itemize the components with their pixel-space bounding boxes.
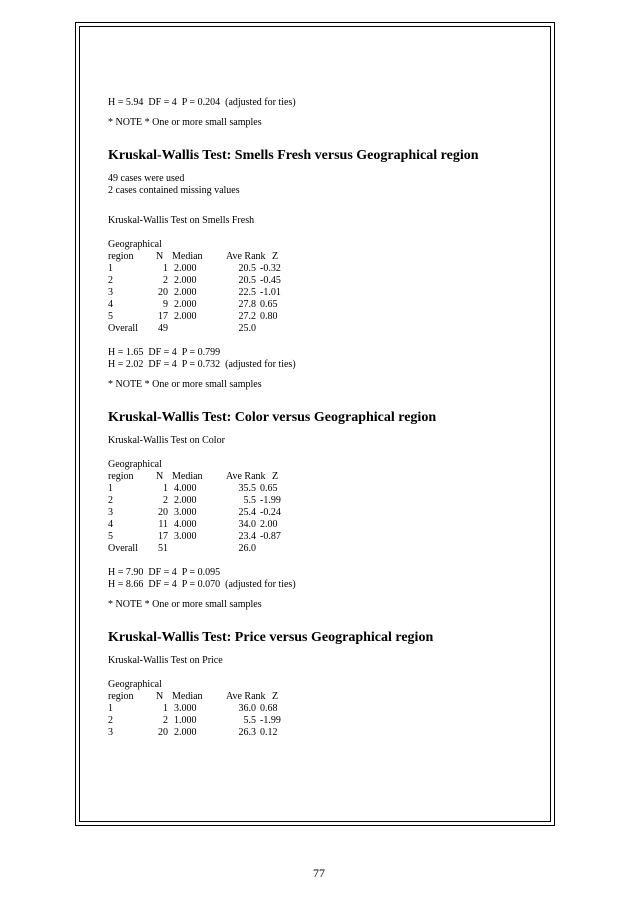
table-label: Geographical <box>108 679 162 690</box>
col-z: Z <box>272 251 279 262</box>
table-row-overall: Overall 51 26.0 <box>108 543 256 554</box>
test-subtitle: Kruskal-Wallis Test on Color <box>108 435 225 446</box>
col-n: N <box>156 691 164 702</box>
table-row: 3 20 2.000 22.5 -1.01 <box>108 287 281 298</box>
small-samples-note: * NOTE * One or more small samples <box>108 117 262 128</box>
table-row: 3 20 3.000 25.4 -0.24 <box>108 507 281 518</box>
table-row: 5 17 2.000 27.2 0.80 <box>108 311 278 322</box>
section-heading-price: Kruskal-Wallis Test: Price versus Geographical region <box>108 630 434 645</box>
col-n: N <box>156 471 164 482</box>
table-row: 3 20 2.000 26.3 0.12 <box>108 727 278 738</box>
col-region: region <box>108 691 134 702</box>
h-statistic-adjusted-line: H = 8.66 DF = 4 P = 0.070 (adjusted for ties) <box>108 579 296 590</box>
table-row: 4 11 4.000 34.0 2.00 <box>108 519 278 530</box>
col-median: Median <box>172 251 203 262</box>
h-statistic-line: H = 5.94 DF = 4 P = 0.204 (adjusted for ties) <box>108 97 296 108</box>
col-median: Median <box>172 691 203 702</box>
results-table-price <box>108 679 548 739</box>
table-header <box>108 251 548 263</box>
col-ave-rank: Ave Rank <box>226 691 266 702</box>
table-row: 1 1 4.000 35.5 0.65 <box>108 483 278 494</box>
col-ave-rank: Ave Rank <box>226 251 266 262</box>
table-label: Geographical <box>108 459 162 470</box>
table-label: Geographical <box>108 239 162 250</box>
test-subtitle: Kruskal-Wallis Test on Smells Fresh <box>108 215 255 226</box>
col-z: Z <box>272 471 279 482</box>
h-statistic-line: H = 7.90 DF = 4 P = 0.095 <box>108 567 221 578</box>
table-row: 2 2 1.000 5.5 -1.99 <box>108 715 281 726</box>
col-ave-rank: Ave Rank <box>226 471 266 482</box>
col-z: Z <box>272 691 279 702</box>
h-statistic-line: H = 1.65 DF = 4 P = 0.799 <box>108 347 221 358</box>
small-samples-note: * NOTE * One or more small samples <box>108 379 262 390</box>
section-heading-smells-fresh: Kruskal-Wallis Test: Smells Fresh versus Geographical region <box>108 148 479 163</box>
table-row-overall: Overall 49 25.0 <box>108 323 256 334</box>
document-content <box>108 97 548 739</box>
table-header <box>108 471 548 483</box>
test-subtitle: Kruskal-Wallis Test on Price <box>108 655 223 666</box>
table-row: 2 2 2.000 5.5 -1.99 <box>108 495 281 506</box>
results-table-smells-fresh <box>108 239 548 335</box>
table-row: 1 1 3.000 36.0 0.68 <box>108 703 278 714</box>
cases-missing-text: 2 cases contained missing values <box>108 185 240 196</box>
col-region: region <box>108 251 134 262</box>
col-median: Median <box>172 471 203 482</box>
col-n: N <box>156 251 164 262</box>
h-statistic-adjusted-line: H = 2.02 DF = 4 P = 0.732 (adjusted for ties) <box>108 359 296 370</box>
col-region: region <box>108 471 134 482</box>
section-heading-color: Kruskal-Wallis Test: Color versus Geographical region <box>108 410 437 425</box>
table-row: 1 1 2.000 20.5 -0.32 <box>108 263 281 274</box>
small-samples-note: * NOTE * One or more small samples <box>108 599 262 610</box>
table-row: 5 17 3.000 23.4 -0.87 <box>108 531 281 542</box>
cases-used-text: 49 cases were used <box>108 173 185 184</box>
table-header <box>108 691 548 703</box>
table-row: 4 9 2.000 27.8 0.65 <box>108 299 278 310</box>
results-table-color <box>108 459 548 555</box>
table-row: 2 2 2.000 20.5 -0.45 <box>108 275 281 286</box>
page-number: 77 <box>313 866 325 880</box>
